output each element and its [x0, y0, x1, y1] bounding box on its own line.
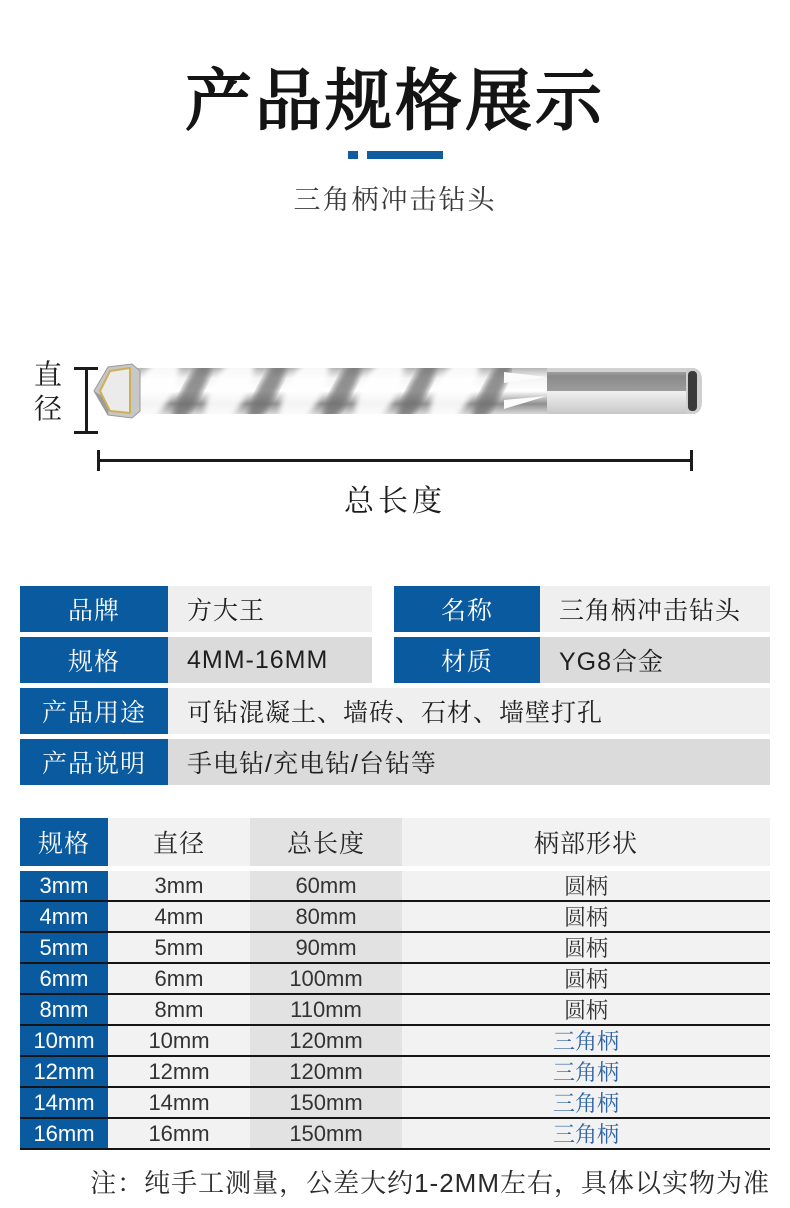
size-cell-spec: 14mm	[20, 1088, 108, 1117]
size-cell-shank: 三角柄	[402, 1057, 770, 1086]
size-cell-length: 150mm	[250, 1119, 402, 1148]
drill-bit-image	[92, 356, 714, 428]
size-cell-spec: 3mm	[20, 871, 108, 900]
size-cell-diameter: 12mm	[108, 1057, 250, 1086]
size-table-body	[20, 871, 770, 1150]
size-cell-shank: 圆柄	[402, 902, 770, 931]
accent-bar	[0, 151, 790, 159]
size-cell-shank: 圆柄	[402, 964, 770, 993]
size-cell-length: 80mm	[250, 902, 402, 931]
table-row	[20, 871, 770, 900]
spec-label-usage: 产品用途	[20, 688, 168, 734]
size-cell-diameter: 10mm	[108, 1026, 250, 1055]
size-cell-diameter: 14mm	[108, 1088, 250, 1117]
size-header-diameter: 直径	[108, 818, 250, 866]
table-row	[20, 1055, 770, 1086]
page-title: 产品规格展示	[185, 64, 605, 139]
table-row	[20, 900, 770, 931]
size-cell-diameter: 16mm	[108, 1119, 250, 1148]
size-cell-length: 150mm	[250, 1088, 402, 1117]
table-row	[20, 1024, 770, 1055]
size-cell-diameter: 5mm	[108, 933, 250, 962]
diameter-dimension-line	[85, 368, 88, 434]
spec-row-size-material	[20, 637, 770, 683]
length-dimension-tick-right	[690, 450, 693, 471]
spec-value-usage: 可钻混凝土、墙砖、石材、墙壁打孔	[168, 688, 770, 734]
spec-gap	[372, 637, 394, 683]
size-cell-spec: 4mm	[20, 902, 108, 931]
size-cell-length: 90mm	[250, 933, 402, 962]
size-cell-length: 60mm	[250, 871, 402, 900]
accent-line	[367, 151, 443, 159]
table-row	[20, 1117, 770, 1148]
size-cell-length: 110mm	[250, 995, 402, 1024]
table-row	[20, 931, 770, 962]
length-label: 总长度	[344, 485, 446, 518]
size-cell-shank: 三角柄	[402, 1088, 770, 1117]
size-cell-diameter: 3mm	[108, 871, 250, 900]
spec-label-size: 规格	[20, 637, 168, 683]
spec-value-description: 手电钻/充电钻/台钻等	[168, 739, 770, 785]
size-header-shank: 柄部形状	[402, 818, 770, 866]
measurement-note: 注：纯手工测量，公差大约1-2MM左右，具体以实物为准	[90, 1168, 770, 1198]
size-cell-spec: 10mm	[20, 1026, 108, 1055]
spec-row-description	[20, 739, 770, 785]
size-table-header	[20, 818, 770, 866]
spec-value-size: 4MM-16MM	[168, 637, 372, 683]
size-header-length: 总长度	[250, 818, 402, 866]
size-cell-length: 100mm	[250, 964, 402, 993]
size-cell-diameter: 4mm	[108, 902, 250, 931]
spec-row-brand-name	[20, 586, 770, 632]
size-cell-shank: 圆柄	[402, 933, 770, 962]
spec-value-material: YG8合金	[540, 637, 770, 683]
size-cell-shank: 圆柄	[402, 995, 770, 1024]
size-cell-shank: 三角柄	[402, 1119, 770, 1148]
size-header-spec: 规格	[20, 818, 108, 866]
spec-row-usage	[20, 688, 770, 734]
spec-value-name: 三角柄冲击钻头	[540, 586, 770, 632]
spec-label-brand: 品牌	[20, 586, 168, 632]
size-cell-shank: 三角柄	[402, 1026, 770, 1055]
spec-value-brand: 方大王	[168, 586, 372, 632]
size-cell-spec: 6mm	[20, 964, 108, 993]
table-row	[20, 1086, 770, 1117]
table-row	[20, 993, 770, 1024]
diameter-dimension-tick-bottom	[74, 431, 98, 434]
size-cell-shank: 圆柄	[402, 871, 770, 900]
size-cell-spec: 12mm	[20, 1057, 108, 1086]
size-cell-spec: 8mm	[20, 995, 108, 1024]
spec-label-description: 产品说明	[20, 739, 168, 785]
size-cell-diameter: 6mm	[108, 964, 250, 993]
diameter-label: 直径	[33, 359, 62, 424]
size-cell-spec: 16mm	[20, 1119, 108, 1148]
size-cell-spec: 5mm	[20, 933, 108, 962]
spec-label-material: 材质	[394, 637, 540, 683]
spec-gap	[372, 586, 394, 632]
length-dimension-line	[97, 459, 693, 462]
accent-square	[348, 151, 358, 159]
page-subtitle: 三角柄冲击钻头	[293, 185, 497, 215]
size-cell-diameter: 8mm	[108, 995, 250, 1024]
spec-label-name: 名称	[394, 586, 540, 632]
size-cell-length: 120mm	[250, 1026, 402, 1055]
table-row	[20, 962, 770, 993]
size-cell-length: 120mm	[250, 1057, 402, 1086]
size-table	[20, 818, 770, 1150]
